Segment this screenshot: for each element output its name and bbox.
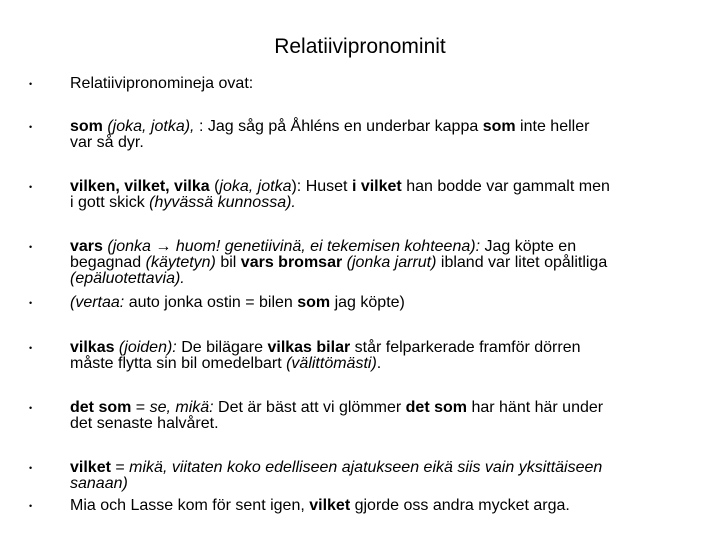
item-term: som: [482, 118, 516, 135]
item-text: måste flytta sin bil omedelbart: [70, 355, 287, 372]
item-translation: joka, jotka: [219, 178, 292, 195]
item-text: står felparkerade framför dörren: [350, 339, 581, 356]
item-term: i vilket: [351, 178, 402, 195]
item-text: Det är bäst att vi glömmer: [213, 399, 406, 416]
item-text: De bilägare: [181, 339, 268, 356]
item-text: han bodde var gammalt men: [401, 178, 610, 195]
item-text: jag köpte: [330, 294, 400, 311]
item-text: ): [399, 294, 405, 311]
list-item-vilket: [70, 460, 695, 492]
item-term: vars bromsar: [240, 254, 343, 271]
bullet-icon: •: [29, 79, 33, 89]
bullet-icon: •: [29, 298, 33, 308]
item-term: som: [70, 118, 103, 135]
list-item-example: [70, 498, 695, 514]
item-text: Relatiivipronomineja ovat:: [70, 75, 254, 92]
list-item-compare: [70, 295, 695, 311]
bullet-icon: •: [29, 122, 33, 132]
item-text: =: [110, 459, 130, 476]
item-term: det som: [70, 399, 132, 416]
item-text: begagnad: [70, 254, 146, 271]
item-translation: sanaan): [70, 475, 128, 492]
item-text: det senaste halvåret.: [70, 415, 219, 432]
bullet-icon: •: [29, 463, 33, 473]
item-translation: mikä, viitaten koko edelliseen ajatukseen eikä siis vain yksittäiseen: [129, 459, 603, 476]
item-term: vars: [70, 238, 103, 255]
item-text: Mia och Lasse kom för sent igen,: [70, 497, 310, 514]
item-translation: se, mikä:: [149, 399, 214, 416]
item-translation: (välittömästi): [286, 355, 377, 372]
item-term: vilkas bilar: [267, 339, 351, 356]
item-text: har hänt här under: [467, 399, 604, 416]
bullet-icon: •: [29, 182, 33, 192]
item-translation: (jonka jarrut): [346, 254, 437, 271]
item-term: vilkas: [70, 339, 115, 356]
item-text: var så dyr.: [70, 134, 144, 151]
item-text: bil: [215, 254, 241, 271]
item-text: .: [376, 355, 382, 372]
slide-title: Relatiivipronominit: [274, 35, 446, 58]
item-text: auto jonka ostin = bilen: [128, 294, 298, 311]
item-translation: (hyvässä kunnossa).: [149, 194, 296, 211]
bullet-icon: •: [29, 242, 33, 252]
list-item-som: [70, 119, 695, 151]
item-text: (: [209, 178, 220, 195]
item-translation: (käytetyn): [145, 254, 216, 271]
item-translation: (jonka → huom! genetiivinä, ei tekemisen kohteena):: [102, 238, 485, 255]
item-translation: (epäluotettavia).: [70, 270, 185, 287]
item-translation: (joka, jotka),: [102, 118, 199, 135]
item-term: vilket: [309, 497, 351, 514]
item-term: som: [297, 294, 331, 311]
item-text: gjorde oss andra mycket arga.: [350, 497, 570, 514]
bullet-icon: •: [29, 501, 33, 511]
list-item-vars: [70, 239, 695, 287]
item-term: vilket: [70, 459, 111, 476]
list-item-vilken: [70, 179, 695, 211]
item-text: inte heller: [515, 118, 590, 135]
item-text: : Jag såg på Åhléns en underbar kappa: [198, 118, 483, 135]
list-item-intro: [70, 76, 695, 92]
item-translation: (joiden):: [114, 339, 182, 356]
item-term: det som: [405, 399, 467, 416]
item-term: vilken, vilket, vilka: [70, 178, 210, 195]
item-text: =: [131, 399, 150, 416]
item-text: i gott skick: [70, 194, 150, 211]
list-item-vilkas: [70, 340, 695, 372]
item-text: ): Huset: [291, 178, 352, 195]
item-translation: (vertaa:: [70, 294, 129, 311]
item-text: Jag köpte en: [484, 238, 577, 255]
item-text: ibland var litet opålitliga: [436, 254, 608, 271]
bullet-icon: •: [29, 403, 33, 413]
bullet-icon: •: [29, 343, 33, 353]
list-item-det-som: [70, 400, 695, 432]
